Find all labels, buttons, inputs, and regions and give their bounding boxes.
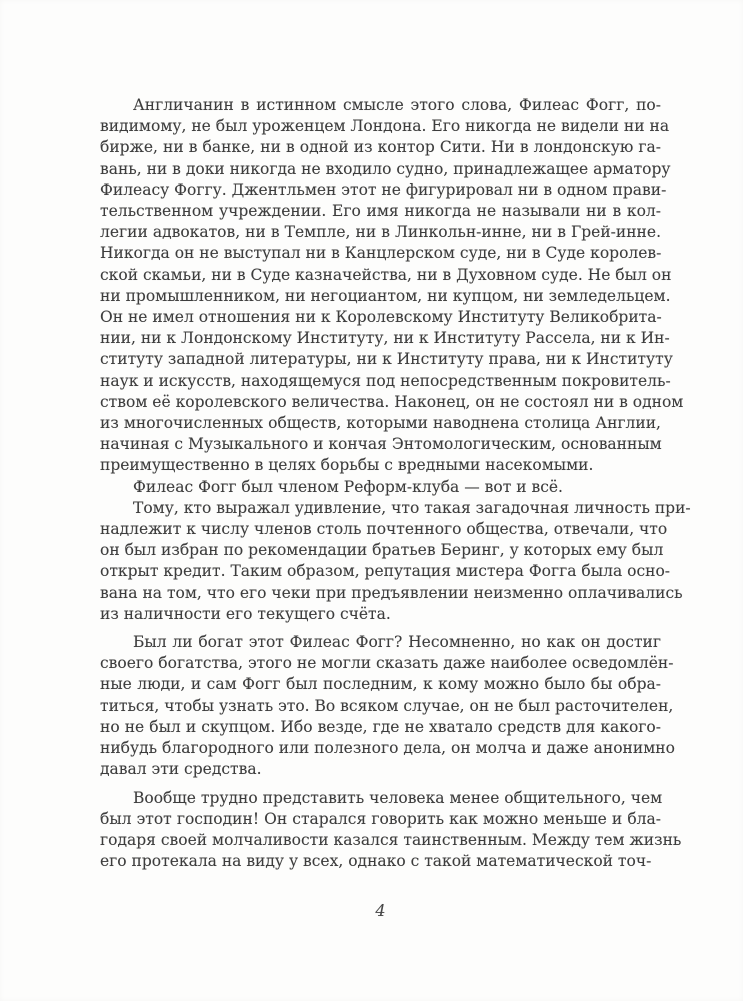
paragraph — [100, 95, 684, 477]
text-line: ской скамьи, ни в Суде казначейства, ни в Духовном суде. Не был он — [100, 265, 672, 284]
text-line: он был избран по рекомендации братьев Беринг, у которых ему был — [100, 541, 664, 560]
text-line: но не был и скупцом. Ибо везде, где не хватало средств для какого- — [100, 717, 661, 736]
text-line: ни промышленником, ни негоциантом, ни купцом, ни земледельцем. — [100, 286, 671, 305]
text-line: титься, чтобы узнать это. Во всяком случае, он не был расточителен, — [100, 696, 674, 715]
text-line: Филеас Фогг был членом Реформ-клуба — вот и всё. — [133, 477, 563, 496]
text-line: ством её королевского величества. Наконец, он не состоял ни в одном — [100, 392, 684, 411]
text-line: ные люди, и сам Фогг был последним, к кому можно было бы обра- — [100, 675, 661, 694]
text-line: из наличности его текущего счёта. — [100, 604, 391, 623]
text-line: начиная с Музыкального и кончая Энтомологическим, основанным — [100, 435, 662, 454]
text-line: открыт кредит. Таким образом, репутация мистера Фогга была осно- — [100, 562, 671, 581]
page-number: 4 — [375, 901, 386, 920]
text-line: нибудь благородного или полезного дела, он молча и даже анонимно — [100, 739, 675, 758]
text-line: ституту западной литературы, ни к Институту права, ни к Институту — [100, 350, 673, 369]
text-line: бирже, ни в банке, ни в одной из контор Сити. Ни в лондонскую га- — [100, 138, 661, 157]
paragraph — [100, 477, 661, 498]
paragraph — [100, 498, 691, 625]
paragraph — [100, 632, 675, 780]
text-block — [100, 95, 691, 872]
text-line: Англичанин в истинном смысле этого слова, Филеас Фогг, по- — [133, 96, 661, 114]
text-line: вань, ни в доки никогда не входило судно, принадлежащее арматору — [100, 159, 671, 178]
text-line: наук и искусств, находящемуся под непосредственным покровитель- — [100, 371, 671, 390]
text-line: давал эти средства. — [100, 760, 262, 779]
text-line: вана на том, что его чеки при предъявлении неизменно оплачивались — [100, 583, 683, 602]
text-line: Он не имел отношения ни к Королевскому Институту Великобрита- — [100, 308, 662, 327]
text-line: своего богатства, этого не могли сказать даже наиболее осведомлён- — [100, 654, 674, 673]
text-line: легии адвокатов, ни в Темпле, ни в Линкольн-инне, ни в Грей-инне. — [100, 223, 661, 242]
text-line: Вообще трудно представить человека менее общительного, чем — [133, 788, 663, 807]
text-line: видимому, не был уроженцем Лондона. Его никогда не видели ни на — [100, 117, 670, 136]
text-line: годаря своей молчаливости казался таинственным. Между тем жизнь — [100, 830, 682, 849]
text-line: Тому, кто выражал удивление, что такая загадочная личность при- — [133, 498, 691, 517]
text-line: нии, ни к Лондонскому Институту, ни к Институту Рассела, ни к Ин- — [100, 329, 670, 348]
text-line: тельственном учреждении. Его имя никогда не называли ни в кол- — [100, 202, 661, 221]
text-line: был этот господин! Он старался говорить как можно меньше и бла- — [100, 809, 661, 828]
text-line: его протекала на виду у всех, однако с такой математической точ- — [100, 852, 652, 871]
text-line: Никогда он не выступал ни в Канцлерском суде, ни в Суде королев- — [100, 244, 662, 263]
text-line: надлежит к числу членов столь почтенного общества, отвечали, что — [100, 520, 668, 539]
text-line: Был ли богат этот Филеас Фогг? Несомненно, но как он достиг — [133, 633, 661, 652]
text-line: из многочисленных обществ, которыми наводнена столица Англии, — [100, 414, 661, 433]
paragraph — [100, 788, 682, 873]
text-line: Филеасу Фоггу. Джентльмен этот не фигурировал ни в одном прави- — [100, 180, 667, 199]
text-line: преимущественно в целях борьбы с вредными насекомыми. — [100, 456, 594, 475]
